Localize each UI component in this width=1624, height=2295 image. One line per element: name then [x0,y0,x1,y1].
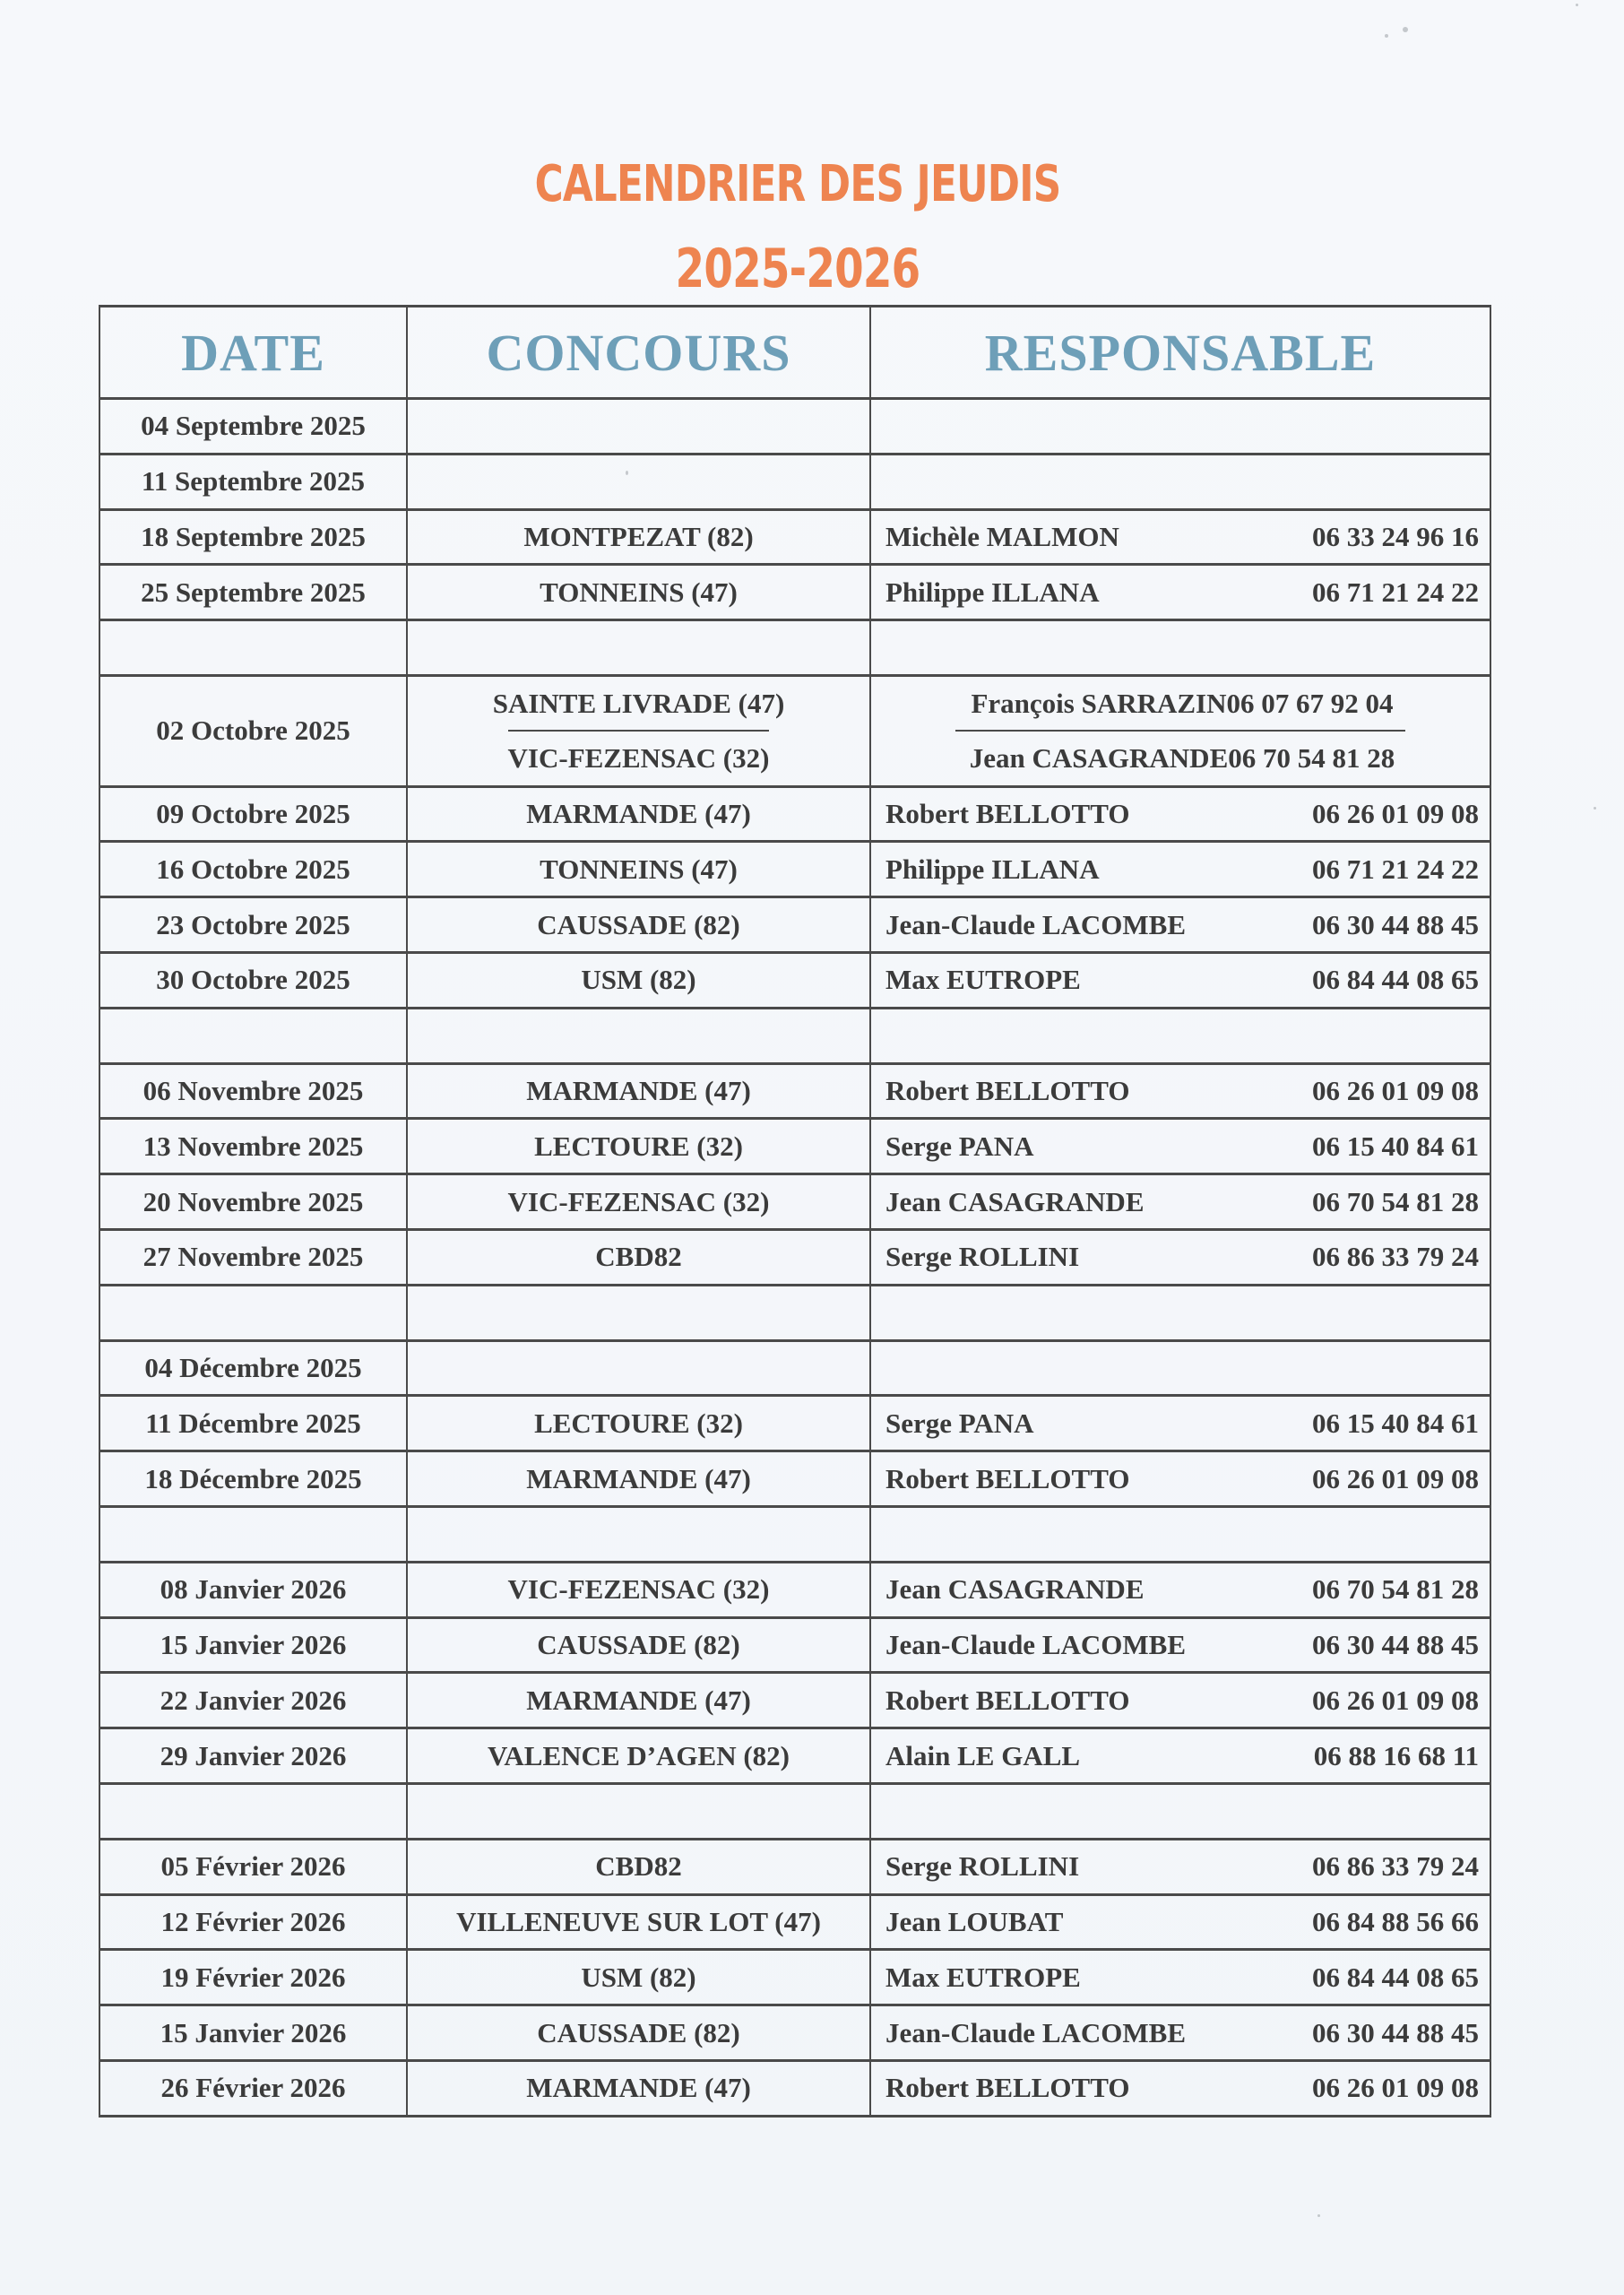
table-row [100,1342,1490,1398]
concours-cell [408,1785,871,1838]
responsable-phone: 06 84 44 08 65 [1312,1961,1479,1993]
date-cell: 18 Décembre 2025 [100,1452,408,1505]
responsable-phone: 06 15 40 84 61 [1312,1130,1479,1162]
column-header-date: DATE [100,307,408,397]
responsable-cell [871,455,1490,508]
concours-cell [408,621,871,674]
responsable-phone: 06 70 54 81 28 [1228,741,1395,774]
schedule-table [99,305,1491,2117]
date-cell: 29 Janvier 2026 [100,1729,408,1782]
responsable-phone: 06 26 01 09 08 [1312,1684,1479,1716]
date-cell: 06 Novembre 2025 [100,1065,408,1118]
concours-cell: USM (82) [408,954,871,1007]
scan-speck [626,471,628,475]
concours-cell: MONTPEZAT (82) [408,511,871,564]
document-subtitle-season: 2025-2026 [675,238,920,300]
responsable-name: Max EUTROPE [885,1961,1081,1993]
date-cell: 08 Janvier 2026 [100,1563,408,1616]
responsable-name: Michèle MALMON [885,520,1119,552]
concours-cell [408,1342,871,1395]
date-cell: 30 Octobre 2025 [100,954,408,1007]
concours-cell [408,1286,871,1339]
date-cell: 13 Novembre 2025 [100,1120,408,1173]
table-row [100,843,1490,898]
concours-cell: VALENCE D’AGEN (82) [408,1729,871,1782]
table-row-spacer [100,1286,1490,1342]
concours-cell: LECTOURE (32) [408,1120,871,1173]
responsable-cell [871,1729,1490,1782]
responsable-phone: 06 26 01 09 08 [1312,1462,1479,1494]
column-header-responsable: RESPONSABLE [984,323,1377,382]
responsable-cell [871,898,1490,951]
responsable-cell [871,1231,1490,1284]
responsable-phone: 06 26 01 09 08 [1312,2072,1479,2104]
table-row [100,511,1490,567]
responsable-cell [871,1619,1490,1672]
date-cell: 18 Septembre 2025 [100,511,408,564]
concours-cell: MARMANDE (47) [408,788,871,841]
date-cell: 05 Février 2026 [100,1840,408,1893]
responsable-name: Serge PANA [885,1407,1034,1439]
responsable-name: Robert BELLOTTO [885,1462,1130,1494]
date-cell: 11 Septembre 2025 [100,455,408,508]
date-cell: 19 Février 2026 [100,1951,408,2004]
date-cell [100,1009,408,1062]
date-cell [100,1785,408,1838]
responsable-phone: 06 33 24 96 16 [1312,520,1479,552]
responsable-name: François SARRAZIN [971,687,1227,719]
concours-cell: CBD82 [408,1231,871,1284]
responsable-cell [871,2006,1490,2059]
responsable-cell [871,2062,1490,2115]
date-cell: 23 Octobre 2025 [100,898,408,951]
table-row [100,1397,1490,1452]
responsable-name: Jean LOUBAT [885,1905,1064,1937]
responsable-cell [871,1009,1490,1062]
responsable-cell [871,1674,1490,1727]
responsable-phone: 06 26 01 09 08 [1312,1074,1479,1106]
date-cell [100,621,408,674]
date-cell: 20 Novembre 2025 [100,1175,408,1228]
responsable-cell [871,511,1490,564]
table-row [100,898,1490,954]
table-row [100,2062,1490,2117]
date-cell: 22 Janvier 2026 [100,1674,408,1727]
responsable-phone: 06 86 33 79 24 [1312,1850,1479,1883]
responsable-cell [871,677,1490,785]
responsable-phone: 06 71 21 24 22 [1312,576,1479,608]
table-row [100,954,1490,1009]
concours-sub-entry: VIC-FEZENSAC (32) [508,730,770,784]
scan-speck [1576,4,1578,6]
concours-cell [408,1009,871,1062]
concours-cell [408,400,871,453]
table-row [100,1619,1490,1675]
table-row [100,1563,1490,1619]
responsable-cell [871,1397,1490,1450]
scan-speck [1317,2214,1320,2217]
date-cell: 25 Septembre 2025 [100,566,408,619]
responsable-phone: 06 07 67 92 04 [1226,687,1394,719]
responsable-name: Max EUTROPE [885,964,1081,996]
date-cell: 15 Janvier 2026 [100,1619,408,1672]
responsable-phone: 06 88 16 68 11 [1313,1739,1479,1771]
concours-cell: MARMANDE (47) [408,1065,871,1118]
responsable-name: Jean-Claude LACOMBE [885,2016,1186,2048]
table-row [100,1120,1490,1175]
responsable-name: Robert BELLOTTO [885,1074,1130,1106]
responsable-cell [871,1120,1490,1173]
responsable-phone: 06 86 33 79 24 [1312,1241,1479,1273]
table-row-spacer [100,1508,1490,1563]
responsable-name: Alain LE GALL [885,1739,1081,1771]
responsable-name: Robert BELLOTTO [885,1684,1130,1716]
responsable-name: Robert BELLOTTO [885,797,1130,829]
responsable-cell [871,843,1490,896]
responsable-sub-entry [955,730,1406,784]
responsable-phone: 06 30 44 88 45 [1312,908,1479,940]
date-cell: 26 Février 2026 [100,2062,408,2115]
responsable-name: Robert BELLOTTO [885,2072,1130,2104]
table-row [100,400,1490,455]
responsable-name: Jean CASAGRANDE [885,1573,1145,1606]
responsable-name: Philippe ILLANA [885,853,1100,885]
responsable-cell [871,1951,1490,2004]
responsable-phone: 06 30 44 88 45 [1312,2016,1479,2048]
responsable-name: Philippe ILLANA [885,576,1100,608]
table-row [100,788,1490,844]
date-cell [100,1286,408,1339]
concours-cell: MARMANDE (47) [408,1452,871,1505]
document-title: CALENDRIER DES JEUDIS [534,155,1061,213]
table-row [100,2006,1490,2062]
date-cell: 09 Octobre 2025 [100,788,408,841]
responsable-phone: 06 71 21 24 22 [1312,853,1479,885]
responsable-phone: 06 70 54 81 28 [1312,1185,1479,1217]
date-cell: 04 Septembre 2025 [100,400,408,453]
responsable-cell [871,1286,1490,1339]
concours-cell: MARMANDE (47) [408,1674,871,1727]
responsable-name: Jean-Claude LACOMBE [885,1628,1186,1660]
concours-cell: CAUSSADE (82) [408,898,871,951]
table-row [100,1231,1490,1286]
date-cell: 11 Décembre 2025 [100,1397,408,1450]
responsable-cell [871,954,1490,1007]
responsable-cell [871,1896,1490,1949]
date-cell: 16 Octobre 2025 [100,843,408,896]
table-row [100,566,1490,621]
responsable-cell [871,1508,1490,1561]
concours-cell: CAUSSADE (82) [408,1619,871,1672]
scan-speck [1403,27,1408,32]
table-row-spacer [100,1009,1490,1065]
table-header-row [100,307,1490,400]
table-row-spacer [100,621,1490,677]
responsable-name: Jean-Claude LACOMBE [885,908,1186,940]
column-header-concours: CONCOURS [408,307,871,397]
concours-cell: TONNEINS (47) [408,843,871,896]
responsable-name: Serge PANA [885,1130,1034,1162]
responsable-cell [871,1452,1490,1505]
responsable-name: Serge ROLLINI [885,1850,1080,1883]
table-body [100,400,1490,2117]
responsable-cell [871,1342,1490,1395]
concours-sub-entry: SAINTE LIVRADE (47) [492,687,785,719]
concours-cell: LECTOURE (32) [408,1397,871,1450]
responsable-name: Jean CASAGRANDE [885,1185,1145,1217]
responsable-phone: 06 70 54 81 28 [1312,1573,1479,1606]
responsable-cell [871,788,1490,841]
table-row [100,1896,1490,1952]
responsable-cell [871,566,1490,619]
concours-cell [408,455,871,508]
responsable-cell [871,400,1490,453]
responsable-phone: 06 84 44 08 65 [1312,964,1479,996]
scan-speck [1594,807,1596,810]
date-cell: 27 Novembre 2025 [100,1231,408,1284]
table-row [100,1674,1490,1729]
responsable-sub-entry [956,677,1404,730]
table-row [100,1065,1490,1121]
concours-cell: MARMANDE (47) [408,2062,871,2115]
concours-cell: TONNEINS (47) [408,566,871,619]
concours-cell: VILLENEUVE SUR LOT (47) [408,1896,871,1949]
concours-cell: CAUSSADE (82) [408,2006,871,2059]
table-row [100,1729,1490,1785]
responsable-phone: 06 26 01 09 08 [1312,797,1479,829]
table-row [100,1175,1490,1231]
table-row [100,1951,1490,2006]
table-row [100,1840,1490,1896]
table-row [100,1452,1490,1508]
date-cell: 15 Janvier 2026 [100,2006,408,2059]
concours-cell [408,1508,871,1561]
responsable-cell [871,1785,1490,1838]
responsable-cell [871,1840,1490,1893]
concours-cell: VIC-FEZENSAC (32) [408,1563,871,1616]
concours-cell: VIC-FEZENSAC (32) [408,1175,871,1228]
scan-speck [1385,34,1388,38]
concours-cell: USM (82) [408,1951,871,2004]
responsable-cell [871,621,1490,674]
concours-cell [408,677,871,785]
date-cell: 02 Octobre 2025 [100,677,408,785]
date-cell: 12 Février 2026 [100,1896,408,1949]
table-row [100,455,1490,511]
responsable-phone: 06 84 88 56 66 [1312,1905,1479,1937]
concours-cell: CBD82 [408,1840,871,1893]
responsable-cell [871,1175,1490,1228]
date-cell [100,1508,408,1561]
responsable-phone: 06 15 40 84 61 [1312,1407,1479,1439]
responsable-phone: 06 30 44 88 45 [1312,1628,1479,1660]
responsable-cell [871,1563,1490,1616]
responsable-cell [871,1065,1490,1118]
responsable-name: Serge ROLLINI [885,1241,1080,1273]
date-cell: 04 Décembre 2025 [100,1342,408,1395]
table-row-spacer [100,1785,1490,1840]
responsable-name: Jean CASAGRANDE [969,741,1229,774]
table-row [100,677,1490,788]
